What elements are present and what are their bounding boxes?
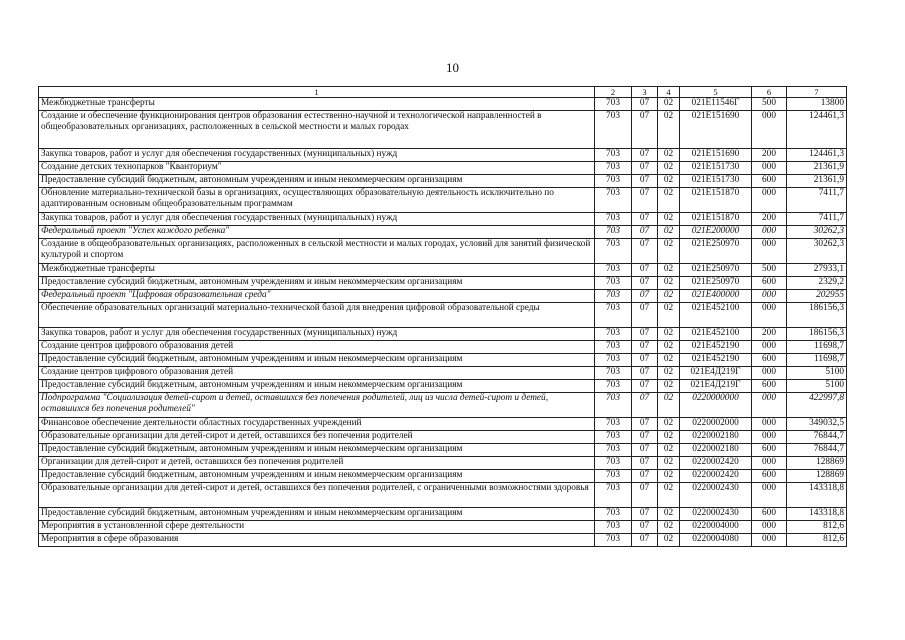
row-code-1: 703 xyxy=(595,149,632,162)
row-code-3: 02 xyxy=(658,188,680,213)
row-code-5: 000 xyxy=(752,367,787,380)
row-amount: 812,6 xyxy=(787,534,847,547)
table-row xyxy=(39,444,847,457)
row-code-5: 600 xyxy=(752,380,787,393)
row-code-2: 07 xyxy=(632,226,658,239)
row-code-2: 07 xyxy=(632,162,658,175)
row-amount: 5100 xyxy=(787,367,847,380)
row-code-5: 000 xyxy=(752,457,787,470)
row-code-1: 703 xyxy=(595,226,632,239)
row-code-5: 600 xyxy=(752,175,787,188)
row-code-1: 703 xyxy=(595,290,632,303)
row-amount: 76844,7 xyxy=(787,444,847,457)
row-code-4: 021E151730 xyxy=(680,162,752,175)
header-col-7: 7 xyxy=(787,87,847,98)
row-code-4: 0220004000 xyxy=(680,521,752,534)
row-name: Предоставление субсидий бюджетным, автономным учреждениям и иным некоммерческим организациям xyxy=(39,508,595,521)
table-row xyxy=(39,431,847,444)
header-col-3: 3 xyxy=(632,87,658,98)
row-code-4: 0220000000 xyxy=(680,393,752,418)
row-code-5: 500 xyxy=(752,98,787,111)
row-name: Создание центров цифрового образования детей xyxy=(39,367,595,380)
row-code-3: 02 xyxy=(658,226,680,239)
row-code-2: 07 xyxy=(632,483,658,508)
row-name: Предоставление субсидий бюджетным, автономным учреждениям и иным некоммерческим организациям xyxy=(39,354,595,367)
row-name: Обновление материально-технической базы в организациях, осуществляющих образовательную деятельность исключительно по адаптированным основным общеобразовательным программам xyxy=(39,188,595,213)
row-code-4: 021E151870 xyxy=(680,213,752,226)
row-amount: 30262,3 xyxy=(787,226,847,239)
row-code-3: 02 xyxy=(658,303,680,328)
row-code-1: 703 xyxy=(595,264,632,277)
row-code-1: 703 xyxy=(595,303,632,328)
row-code-3: 02 xyxy=(658,277,680,290)
row-name: Предоставление субсидий бюджетным, автономным учреждениям и иным некоммерческим организациям xyxy=(39,470,595,483)
row-code-4: 021E4Д219Г xyxy=(680,380,752,393)
row-amount: 2329,2 xyxy=(787,277,847,290)
row-amount: 21361,9 xyxy=(787,175,847,188)
row-code-2: 07 xyxy=(632,213,658,226)
budget-table xyxy=(38,86,847,547)
table-row xyxy=(39,380,847,393)
row-code-4: 0220002420 xyxy=(680,470,752,483)
row-code-3: 02 xyxy=(658,483,680,508)
table-row xyxy=(39,418,847,431)
row-code-1: 703 xyxy=(595,213,632,226)
table-row xyxy=(39,393,847,418)
row-code-1: 703 xyxy=(595,341,632,354)
row-code-1: 703 xyxy=(595,239,632,264)
row-amount: 128869 xyxy=(787,470,847,483)
row-code-1: 703 xyxy=(595,328,632,341)
row-code-4: 021E151690 xyxy=(680,111,752,149)
row-code-2: 07 xyxy=(632,98,658,111)
row-code-4: 021E200000 xyxy=(680,226,752,239)
row-code-2: 07 xyxy=(632,111,658,149)
row-code-3: 02 xyxy=(658,470,680,483)
row-code-1: 703 xyxy=(595,367,632,380)
row-amount: 27933,1 xyxy=(787,264,847,277)
row-name: Организации для детей-сирот и детей, оставшихся без попечения родителей xyxy=(39,457,595,470)
row-amount: 143318,8 xyxy=(787,508,847,521)
row-amount: 7411,7 xyxy=(787,213,847,226)
row-amount: 21361,9 xyxy=(787,162,847,175)
row-code-3: 02 xyxy=(658,149,680,162)
row-code-5: 600 xyxy=(752,470,787,483)
row-code-3: 02 xyxy=(658,328,680,341)
row-code-1: 703 xyxy=(595,457,632,470)
row-code-4: 0220002420 xyxy=(680,457,752,470)
row-code-3: 02 xyxy=(658,521,680,534)
row-code-3: 02 xyxy=(658,111,680,149)
table-row xyxy=(39,457,847,470)
row-amount: 202955 xyxy=(787,290,847,303)
row-code-3: 02 xyxy=(658,354,680,367)
row-amount: 11698,7 xyxy=(787,354,847,367)
row-code-2: 07 xyxy=(632,431,658,444)
page-number: 10 xyxy=(446,60,459,75)
row-code-1: 703 xyxy=(595,98,632,111)
row-code-2: 07 xyxy=(632,303,658,328)
row-code-3: 02 xyxy=(658,457,680,470)
row-code-1: 703 xyxy=(595,354,632,367)
row-name: Финансовое обеспечение деятельности областных государственных учреждений xyxy=(39,418,595,431)
row-name: Закупка товаров, работ и услуг для обеспечения государственных (муниципальных) нужд xyxy=(39,149,595,162)
row-code-2: 07 xyxy=(632,380,658,393)
row-code-1: 703 xyxy=(595,418,632,431)
row-code-2: 07 xyxy=(632,418,658,431)
header-col-6: 6 xyxy=(752,87,787,98)
row-name: Федеральный проект "Успех каждого ребенка" xyxy=(39,226,595,239)
row-code-5: 600 xyxy=(752,508,787,521)
row-name: Создание центров цифрового образования детей xyxy=(39,341,595,354)
row-code-4: 021E151730 xyxy=(680,175,752,188)
row-code-4: 021E250970 xyxy=(680,264,752,277)
row-code-3: 02 xyxy=(658,213,680,226)
row-amount: 11698,7 xyxy=(787,341,847,354)
row-code-4: 0220004080 xyxy=(680,534,752,547)
table-row xyxy=(39,354,847,367)
row-code-3: 02 xyxy=(658,534,680,547)
row-code-1: 703 xyxy=(595,162,632,175)
row-code-5: 200 xyxy=(752,213,787,226)
table-row xyxy=(39,290,847,303)
table-row xyxy=(39,341,847,354)
row-amount: 124461,3 xyxy=(787,111,847,149)
row-amount: 349032,5 xyxy=(787,418,847,431)
row-code-2: 07 xyxy=(632,239,658,264)
row-code-4: 0220002180 xyxy=(680,431,752,444)
table-row xyxy=(39,277,847,290)
row-code-2: 07 xyxy=(632,290,658,303)
row-code-4: 021E4Д219Г xyxy=(680,367,752,380)
row-code-5: 600 xyxy=(752,444,787,457)
row-code-4: 021E151870 xyxy=(680,188,752,213)
table-row xyxy=(39,264,847,277)
row-code-2: 07 xyxy=(632,328,658,341)
table-row xyxy=(39,149,847,162)
row-code-4: 021E151690 xyxy=(680,149,752,162)
header-col-4: 4 xyxy=(658,87,680,98)
row-code-4: 021E250970 xyxy=(680,277,752,290)
row-name: Образовательные организации для детей-сирот и детей, оставшихся без попечения родителей xyxy=(39,431,595,444)
row-code-4: 021E250970 xyxy=(680,239,752,264)
header-col-2: 2 xyxy=(595,87,632,98)
row-code-4: 0220002430 xyxy=(680,508,752,521)
row-code-3: 02 xyxy=(658,444,680,457)
row-code-2: 07 xyxy=(632,264,658,277)
row-name: Мероприятия в сфере образования xyxy=(39,534,595,547)
table-row xyxy=(39,521,847,534)
row-code-4: 0220002000 xyxy=(680,418,752,431)
row-code-2: 07 xyxy=(632,354,658,367)
row-name: Межбюджетные трансферты xyxy=(39,98,595,111)
header-row xyxy=(39,87,847,98)
row-name: Предоставление субсидий бюджетным, автономным учреждениям и иным некоммерческим организациям xyxy=(39,380,595,393)
row-amount: 13800 xyxy=(787,98,847,111)
row-code-2: 07 xyxy=(632,521,658,534)
row-code-1: 703 xyxy=(595,483,632,508)
header-col-1: 1 xyxy=(39,87,595,98)
row-code-2: 07 xyxy=(632,534,658,547)
row-code-5: 000 xyxy=(752,111,787,149)
row-code-5: 000 xyxy=(752,341,787,354)
row-amount: 186156,3 xyxy=(787,303,847,328)
row-code-3: 02 xyxy=(658,290,680,303)
row-code-3: 02 xyxy=(658,431,680,444)
table-row xyxy=(39,239,847,264)
table-row xyxy=(39,98,847,111)
row-code-1: 703 xyxy=(595,508,632,521)
row-name: Создание и обеспечение функционирования центров образования естественно-научной и технологической направленностей в общеобразовательных организациях, расположенных в сельской местности и малых городах xyxy=(39,111,595,149)
table-body xyxy=(39,98,847,547)
row-code-5: 200 xyxy=(752,149,787,162)
row-code-3: 02 xyxy=(658,264,680,277)
row-amount: 422997,8 xyxy=(787,393,847,418)
row-code-3: 02 xyxy=(658,162,680,175)
row-amount: 186156,3 xyxy=(787,328,847,341)
row-amount: 7411,7 xyxy=(787,188,847,213)
row-code-1: 703 xyxy=(595,277,632,290)
table-row xyxy=(39,188,847,213)
row-code-3: 02 xyxy=(658,380,680,393)
row-code-1: 703 xyxy=(595,175,632,188)
row-code-4: 021E452100 xyxy=(680,328,752,341)
row-name: Создание в общеобразовательных организациях, расположенных в сельской местности и малых городах, условий для занятий физической культурой и спортом xyxy=(39,239,595,264)
row-code-3: 02 xyxy=(658,239,680,264)
row-code-1: 703 xyxy=(595,470,632,483)
row-code-5: 000 xyxy=(752,162,787,175)
row-code-4: 021E452100 xyxy=(680,303,752,328)
row-code-3: 02 xyxy=(658,508,680,521)
row-code-4: 021E452190 xyxy=(680,354,752,367)
row-name: Предоставление субсидий бюджетным, автономным учреждениям и иным некоммерческим организациям xyxy=(39,175,595,188)
row-code-1: 703 xyxy=(595,111,632,149)
table-row xyxy=(39,213,847,226)
row-name: Закупка товаров, работ и услуг для обеспечения государственных (муниципальных) нужд xyxy=(39,328,595,341)
row-code-3: 02 xyxy=(658,175,680,188)
row-code-1: 703 xyxy=(595,444,632,457)
table-row xyxy=(39,508,847,521)
table-row xyxy=(39,328,847,341)
row-code-1: 703 xyxy=(595,521,632,534)
table-row xyxy=(39,175,847,188)
row-name: Образовательные организации для детей-сирот и детей, оставшихся без попечения родителей, с ограниченными возможностями здоровья xyxy=(39,483,595,508)
row-code-5: 000 xyxy=(752,393,787,418)
row-amount: 5100 xyxy=(787,380,847,393)
row-code-5: 000 xyxy=(752,431,787,444)
row-code-5: 000 xyxy=(752,483,787,508)
row-name: Подпрограмма "Социализация детей-сирот и детей, оставшихся без попечения родителей, лиц из числа детей-сирот и детей, оставшихся без попечения родителей" xyxy=(39,393,595,418)
row-code-5: 000 xyxy=(752,226,787,239)
row-code-2: 07 xyxy=(632,470,658,483)
row-name: Федеральный проект "Цифровая образовательная среда" xyxy=(39,290,595,303)
row-name: Межбюджетные трансферты xyxy=(39,264,595,277)
header-col-5: 5 xyxy=(680,87,752,98)
table-row xyxy=(39,367,847,380)
row-code-5: 000 xyxy=(752,534,787,547)
row-code-1: 703 xyxy=(595,393,632,418)
row-code-5: 000 xyxy=(752,239,787,264)
row-code-1: 703 xyxy=(595,188,632,213)
row-code-1: 703 xyxy=(595,534,632,547)
row-code-2: 07 xyxy=(632,367,658,380)
row-amount: 76844,7 xyxy=(787,431,847,444)
row-name: Предоставление субсидий бюджетным, автономным учреждениям и иным некоммерческим организациям xyxy=(39,277,595,290)
row-code-1: 703 xyxy=(595,380,632,393)
row-code-4: 021E11546Г xyxy=(680,98,752,111)
row-code-4: 021E400000 xyxy=(680,290,752,303)
row-code-3: 02 xyxy=(658,98,680,111)
row-code-3: 02 xyxy=(658,341,680,354)
row-name: Создание детских технопарков "Кванториум" xyxy=(39,162,595,175)
row-code-2: 07 xyxy=(632,188,658,213)
row-code-3: 02 xyxy=(658,418,680,431)
row-code-2: 07 xyxy=(632,393,658,418)
row-amount: 143318,8 xyxy=(787,483,847,508)
row-code-4: 0220002180 xyxy=(680,444,752,457)
table-row xyxy=(39,483,847,508)
table-row xyxy=(39,470,847,483)
row-code-2: 07 xyxy=(632,444,658,457)
row-amount: 124461,3 xyxy=(787,149,847,162)
row-code-2: 07 xyxy=(632,341,658,354)
table-row xyxy=(39,534,847,547)
row-code-3: 02 xyxy=(658,393,680,418)
table-row xyxy=(39,303,847,328)
table-row xyxy=(39,111,847,149)
row-code-5: 000 xyxy=(752,418,787,431)
row-amount: 128869 xyxy=(787,457,847,470)
row-code-5: 000 xyxy=(752,303,787,328)
row-code-2: 07 xyxy=(632,149,658,162)
row-code-2: 07 xyxy=(632,277,658,290)
row-code-2: 07 xyxy=(632,508,658,521)
row-amount: 30262,3 xyxy=(787,239,847,264)
table-row xyxy=(39,226,847,239)
row-name: Обеспечение образовательных организаций материально-технической базой для внедрения цифровой образовательной среды xyxy=(39,303,595,328)
row-code-5: 500 xyxy=(752,264,787,277)
row-name: Закупка товаров, работ и услуг для обеспечения государственных (муниципальных) нужд xyxy=(39,213,595,226)
row-code-4: 021E452190 xyxy=(680,341,752,354)
row-code-5: 600 xyxy=(752,354,787,367)
row-name: Предоставление субсидий бюджетным, автономным учреждениям и иным некоммерческим организациям xyxy=(39,444,595,457)
row-code-5: 600 xyxy=(752,277,787,290)
row-code-5: 200 xyxy=(752,328,787,341)
row-code-2: 07 xyxy=(632,175,658,188)
row-code-4: 0220002430 xyxy=(680,483,752,508)
row-code-5: 000 xyxy=(752,188,787,213)
row-code-3: 02 xyxy=(658,367,680,380)
row-code-1: 703 xyxy=(595,431,632,444)
row-name: Мероприятия в установленной сфере деятельности xyxy=(39,521,595,534)
row-code-5: 000 xyxy=(752,290,787,303)
row-code-2: 07 xyxy=(632,457,658,470)
table-row xyxy=(39,162,847,175)
row-amount: 812,6 xyxy=(787,521,847,534)
row-code-5: 000 xyxy=(752,521,787,534)
